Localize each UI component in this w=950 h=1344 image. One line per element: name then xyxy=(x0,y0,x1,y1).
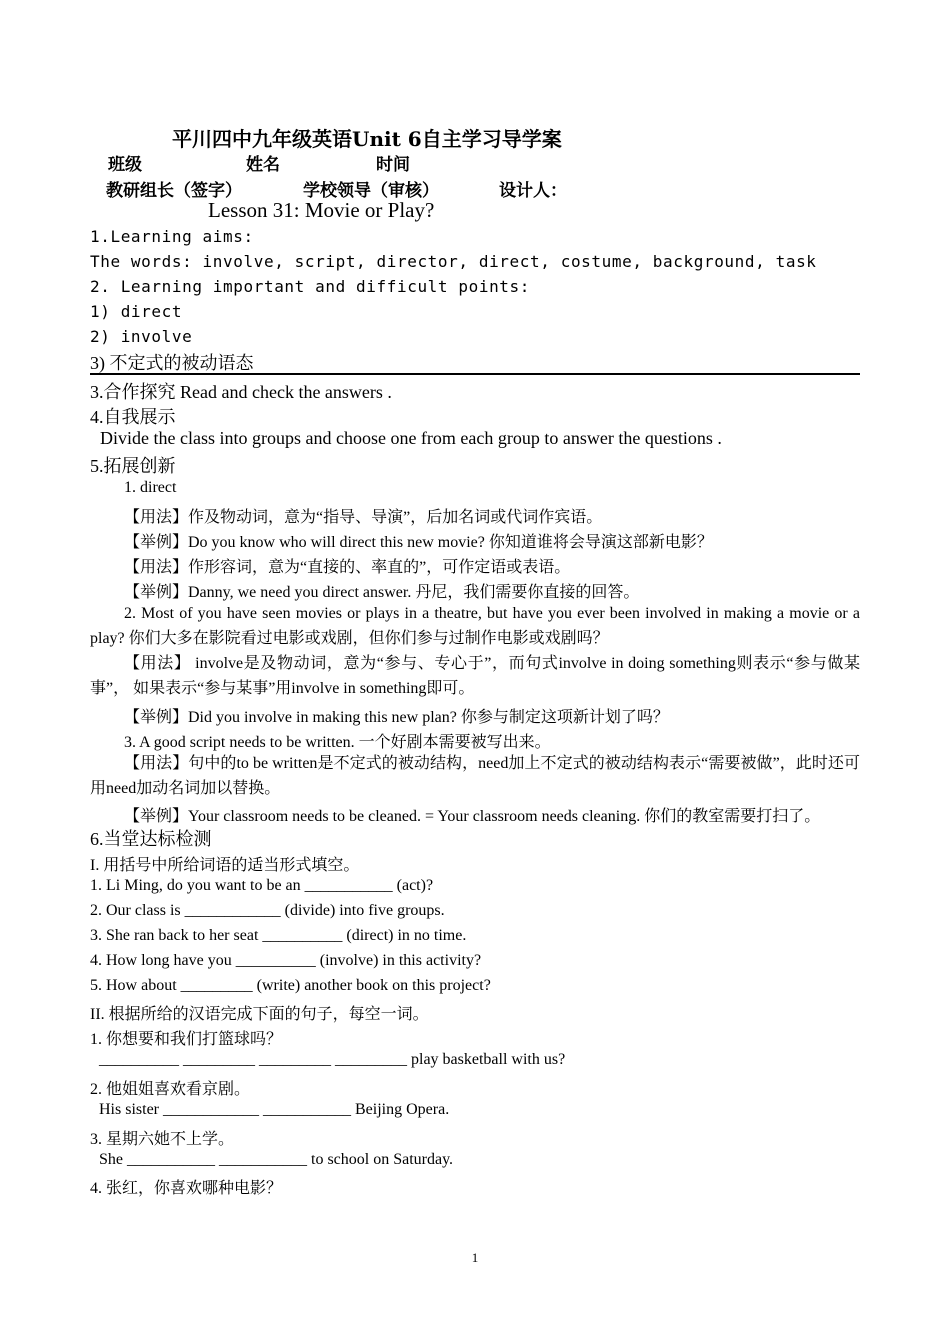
note-1-example-verb: 【举例】Do you know who will direct this new movie? 你知道谁将会导演这部新电影？ xyxy=(124,534,713,551)
exercise-1-item: 3. She ran back to her seat __________ (direct) in no time. xyxy=(90,927,467,944)
exercise-1-heading: I. 用括号中所给词语的适当形式填空。 xyxy=(90,857,360,874)
exercise-2-answer-2: His sister ____________ ___________ Beijing Opera. xyxy=(99,1101,450,1118)
exercise-2-question-1: 1. 你想要和我们打篮球吗？ xyxy=(90,1031,283,1048)
section-divider xyxy=(90,373,860,375)
document-title: 平川四中九年级英语Unit 6自主学习导学案 xyxy=(172,127,562,151)
school-review-label: 学校领导（审核） xyxy=(303,181,439,201)
name-label: 姓名 xyxy=(246,155,280,175)
section-4-text: Divide the class into groups and choose one from each group to answer the questions . xyxy=(100,428,722,448)
exercise-1-item: 2. Our class is ____________ (divide) into five groups. xyxy=(90,902,445,919)
designer-label: 设计人： xyxy=(499,181,567,201)
note-1-example-adjective: 【举例】Danny, we need you direct answer. 丹尼，我们需要你直接的回答。 xyxy=(124,584,640,601)
note-3-usage: 【用法】句中的to be written是不定式的被动结构，need加上不定式的被动结构表示“需要被做”，此时还可用need加动名词加以替换。 xyxy=(90,755,860,797)
page-number: 1 xyxy=(471,1250,479,1265)
exercise-1-item: 1. Li Ming, do you want to be an ___________ (act)? xyxy=(90,877,434,894)
note-3-title: 3. A good script needs to be written. 一个好剧本需要被写出来。 xyxy=(124,734,551,751)
aims-words: The words: involve, script, director, direct, costume, background, task xyxy=(90,252,817,271)
note-1-usage-verb: 【用法】作及物动词，意为“指导、导演”，后加名词或代词作宾语。 xyxy=(124,509,603,526)
section-6-heading: 6.当堂达标检测 xyxy=(90,829,212,849)
note-1-title: 1. direct xyxy=(124,479,177,496)
note-3-example: 【举例】Your classroom needs to be cleaned. = Your classroom needs cleaning. 你们的教室需要打扫了。 xyxy=(124,808,821,825)
section-4-heading: 4.自我展示 xyxy=(90,407,176,427)
note-2-example: 【举例】Did you involve in making this new plan? 你参与制定这项新计划了吗？ xyxy=(124,709,669,726)
note-1-usage-adjective: 【用法】作形容词，意为“直接的、率直的”，可作定语或表语。 xyxy=(124,559,571,576)
point-direct: 1) direct xyxy=(90,302,183,321)
point-passive-infinitive: 3) 不定式的被动语态 xyxy=(90,353,254,373)
exercise-2-question-2: 2. 他姐姐喜欢看京剧。 xyxy=(90,1081,251,1098)
leader-signature-label: 教研组长（签字） xyxy=(106,181,242,201)
point-involve: 2) involve xyxy=(90,327,193,346)
time-label: 时间 xyxy=(376,155,410,175)
aims-heading: 1.Learning aims: xyxy=(90,227,254,246)
exercise-2-answer-3: She ___________ ___________ to school on Saturday. xyxy=(99,1151,454,1168)
points-heading: 2. Learning important and difficult points: xyxy=(90,277,531,296)
section-3-heading: 3.合作探究 Read and check the answers . xyxy=(90,382,392,402)
lesson-title: Lesson 31: Movie or Play? xyxy=(208,198,435,222)
exercise-2-question-4: 4. 张红，你喜欢哪种电影？ xyxy=(90,1180,283,1197)
exercise-1-item: 4. How long have you __________ (involve) in this activity? xyxy=(90,952,482,969)
section-5-heading: 5.拓展创新 xyxy=(90,456,176,476)
exercise-2-question-3: 3. 星期六她不上学。 xyxy=(90,1131,235,1148)
class-label: 班级 xyxy=(108,155,142,175)
note-2-usage: 【用法】 involve是及物动词，意为“参与、专心于”，而句式involve in doing something则表示“参与做某事”， 如果表示“参与某事”用involve in something即可。 xyxy=(90,655,860,697)
exercise-2-answer-1: __________ _________ _________ _________ play basketball with us? xyxy=(99,1051,566,1068)
exercise-1-item: 5. How about _________ (write) another book on this project? xyxy=(90,977,491,994)
note-2-sentence: 2. Most of you have seen movies or plays in a theatre, but have you ever been involved in making a movie or a play? 你们大多在影院看过电影或戏剧，但你们参与过制作电影或戏剧吗？ xyxy=(90,605,860,647)
exercise-2-heading: II. 根据所给的汉语完成下面的句子，每空一词。 xyxy=(90,1006,429,1023)
